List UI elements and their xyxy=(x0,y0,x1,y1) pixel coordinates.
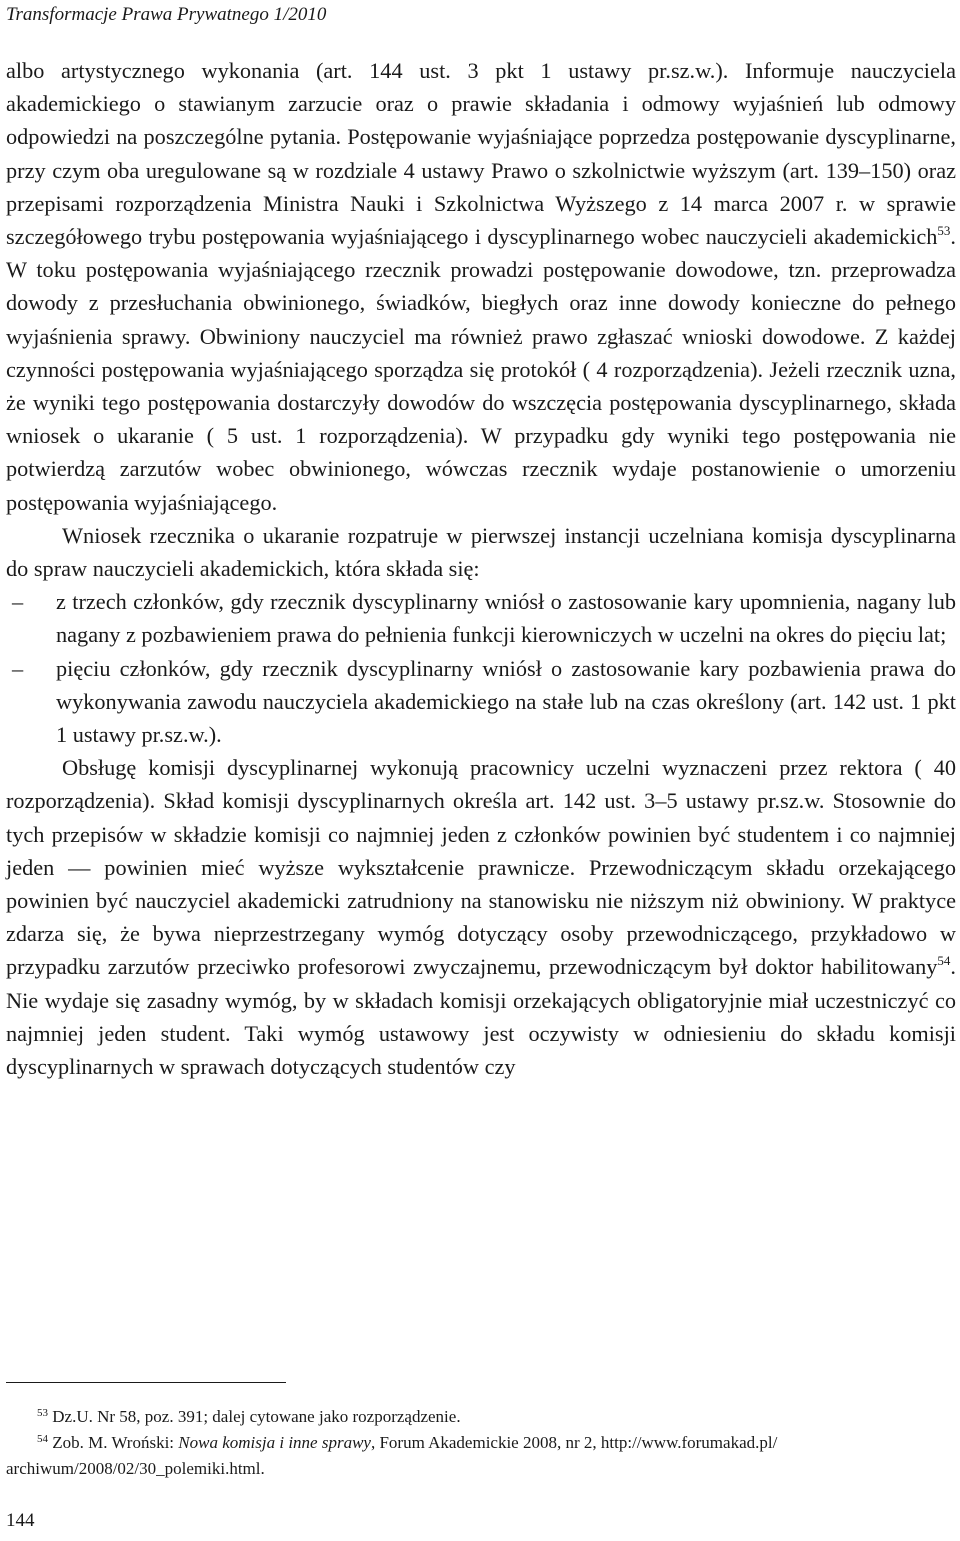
paragraph-3 xyxy=(6,751,956,1083)
paragraph-1-text-a: albo artystycznego wykonania (art. 144 ust. 3 pkt 1 ustawy pr.sz.w.). Informuje nauczyciela akademickiego o stawianym zarzucie oraz o prawie składania i odmowy wyjaśnień lub odmowy odpowiedzi na poszczególne pytania. Postępowanie wyjaśniające poprzedza postępowanie dyscyplinarne, przy czym oba uregulowane są w rozdziale 4 ustawy Prawo o szkolnictwie wyższym (art. 139–150) oraz przepisami rozporządzenia Ministra Nauki i Szkolnictwa Wyższego z 14 marca 2007 r. w sprawie szczegółowego trybu postępowania wyjaśniającego i dyscyplinarnego wobec nauczycieli akademickich xyxy=(6,58,956,250)
list-item-text: pięciu członków, gdy rzecznik dyscyplinarny wniósł o zastosowanie kary pozbawienia prawa do wykonywania zawodu nauczyciela akademickiego na stałe lub na czas określony (art. 142 ust. 1 pkt 1 ustawy pr.sz.w.). xyxy=(56,655,956,748)
list-item xyxy=(12,585,956,651)
footnote-54 xyxy=(6,1430,956,1456)
paragraph-1 xyxy=(6,54,956,519)
footnote-text-post: , Forum Akademickie 2008, nr 2, http://www.forumakad.pl/ xyxy=(370,1433,778,1452)
footnote-54-continuation: archiwum/2008/02/30_polemiki.html. xyxy=(6,1459,265,1478)
footnote-number: 54 xyxy=(37,1433,48,1445)
footnote-53 xyxy=(6,1404,956,1430)
paragraph-1-text-b: . W toku postępowania wyjaśniającego rzecznik prowadzi postępowanie dowodowe, tzn. przeprowadza dowody z przesłuchania obwinionego, świadków, biegłych oraz inne dowody konieczne do pełnego wyjaśnienia sprawy. Obwiniony nauczyciel ma również prawo zgłaszać wnioski dowodowe. Z każdej czynności postępowania wyjaśniającego sporządza się protokół ( 4 rozporządzenia). Jeżeli rzecznik uzna, że wyniki tego postępowania dostarczyły dowodów do wszczęcia postępowania dyscyplinarnego, składa wniosek o ukaranie ( 5 ust. 1 rozporządzenia). W przypadku gdy wyniki tego postępowania nie potwierdzą zarzutów wobec obwinionego, wówczas rzecznik wydaje postanowienie o umorzeniu postępowania wyjaśniającego. xyxy=(6,224,956,515)
footnote-separator xyxy=(6,1382,286,1383)
footnote-ref-53: 53 xyxy=(937,223,951,239)
dash-marker: – xyxy=(12,655,24,681)
paragraph-2: Wniosek rzecznika o ukaranie rozpatruje w pierwszej instancji uczelniana komisja dyscyplinarna do spraw nauczycieli akademickich, która składa się: xyxy=(6,522,956,582)
main-text xyxy=(6,54,956,1083)
list-item-text: z trzech członków, gdy rzecznik dyscyplinarny wniósł o zastosowanie kary upomnienia, nagany lub nagany z pozbawieniem prawa do pełnienia funkcji kierowniczych w uczelni na okres do pięciu lat; xyxy=(56,589,956,648)
footnote-ref-54: 54 xyxy=(937,953,951,969)
running-header: Transformacje Prawa Prywatnego 1/2010 xyxy=(6,4,327,25)
paragraph-3-text-a: Obsługę komisji dyscyplinarnej wykonują pracownicy uczelni wyznaczeni przez rektora ( 40 rozporządzenia). Skład komisji dyscyplinarnych określa art. 142 ust. 3–5 ustawy pr.sz.w. Stosownie do tych przepisów w składzie komisji co najmniej jeden z członków powinien być studentem i co najmniej jeden — powinien mieć wyższe wykształcenie prawnicze. Przewodniczącym składu orzekającego powinien być nauczyciel akademicki zatrudniony na stanowisku nie niższym niż obwiniony. W praktyce zdarza się, że bywa nieprzestrzegany wymóg dotyczący osoby przewodniczącego, przykładowo w przypadku zarzutów przeciwko profesorowi zwyczajnemu, przewodniczącym był doktor habilitowany xyxy=(6,755,956,980)
dash-marker: – xyxy=(12,589,24,615)
footnotes xyxy=(6,1404,956,1482)
footnote-cited-title: Nowa komisja i inne sprawy xyxy=(178,1433,371,1452)
footnote-text-pre: Zob. M. Wroński: xyxy=(52,1433,179,1452)
page-number: 144 xyxy=(6,1510,35,1531)
list-item xyxy=(12,652,956,752)
footnote-number: 53 xyxy=(37,1407,48,1419)
dash-list xyxy=(6,585,956,751)
paragraph-3-text-b: . Nie wydaje się zasadny wymóg, by w składach komisji orzekających obligatoryjnie miał uczestniczyć co najmniej jeden student. Taki wymóg ustawowy jest oczywisty w odniesieniu do składu komisji dyscyplinarnych w sprawach dotyczących studentów czy xyxy=(6,954,956,1080)
footnote-text: Dz.U. Nr 58, poz. 391; dalej cytowane jako rozporządzenie. xyxy=(52,1407,461,1426)
